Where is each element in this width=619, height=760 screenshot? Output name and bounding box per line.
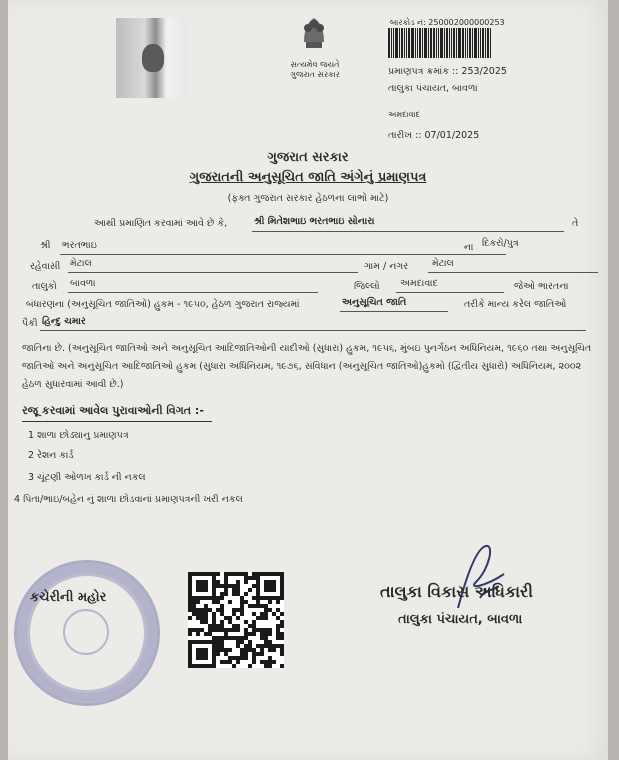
officer-title: તાલુકા વિકાસ અધિકારી [380, 582, 533, 601]
je-label: જેઓ ભારતના [514, 281, 569, 292]
evidence-item-3: 3 ચૂંટણી ઓળખ કાર્ડ ની નકલ [28, 472, 146, 483]
office-seal-stamp [14, 560, 160, 706]
certificate-number: પ્રમાણપત્ર ક્રમાંક :: 253/2025 [388, 66, 507, 77]
evidence-item-1: 1 શાળા છોડ્યાનુ પ્રમાણપત્ર [28, 430, 129, 441]
relation: દિકરો/પુત્ર [482, 238, 519, 249]
barcode [388, 28, 512, 58]
district-label: જિલ્લો [354, 281, 380, 292]
recognized-text: તરીકે માન્ય કરેલ જાતિઓ [464, 299, 567, 310]
shri-label: શ્રી [40, 240, 51, 251]
officer-signature [446, 538, 516, 618]
suffix-te: તે [572, 218, 579, 229]
certificate-page [8, 0, 608, 760]
taluka-label: તાલુકો [32, 281, 57, 292]
issue-place: અમદાવાદ [388, 110, 420, 119]
caste-value: હિન્દુ ચમાર [42, 316, 86, 327]
emblem-caption-govt: ગુજરાત સરકાર [290, 70, 340, 79]
father-name: ભરતભાઇ [62, 240, 97, 251]
caste-prefix: પૈકી [22, 318, 38, 329]
village-value: મેટાલ [432, 258, 454, 269]
legal-paragraph: જાતિના છે. (અનુસૂચિત જાતિઓ અને અનુસૂચિત આદિજાતિઓની યાદીઓ (સુધારા) હુકમ, ૧૯૫૬, મુંબઇ પુનર્ગઠન અધિનિયમ, ૧૯૬૦ તથા અનુસૂચિત જાતિઓ અને અનુસૂચિત આદિજાતિઓ હુકમ (સુધારા અધિનિયમ, ૧૯૭૬, સંવિધાન (અનુસૂચિત જાતિઓ)હુકમો (દ્વિતીય સુધારો) અધિનિયમ, ૨૦૦૨ હેઠળ સુધારવામાં આવી છે.) [22, 343, 592, 390]
certificate-title: ગુજરાતની અનુસૂચિત જાતિ અંગેનું પ્રમાણપત્ર [189, 170, 427, 185]
evidence-heading: રજૂ કરવામાં આવેલ પુરાવાઓની વિગત :- [22, 404, 204, 417]
issuer-office: તાલુકા પંચાયત, બાવળા [388, 83, 478, 94]
officer-office: તાલુકા પંચાયત, બાવળા [398, 612, 523, 627]
resident-label: રહેવાસી [30, 261, 61, 272]
qr-code [188, 572, 284, 668]
district-value: અમદાવાદ [400, 278, 438, 289]
evidence-item-2: 2 રેશન કાર્ડ [28, 450, 74, 461]
applicant-name: શ્રી મિતેશભાઇ ભરતભાઇ સોનારા [254, 216, 375, 227]
na-label: ના [464, 242, 474, 253]
certificate-subtitle: (ફક્ત ગુજરાત સરકાર હેઠળના લાભો માટે) [227, 193, 389, 204]
caste-category: અનુસૂચિત જાતિ [342, 297, 407, 308]
evidence-item-4: 4 પિતા/ભાઇ/બહેન નું શાળા છોડવાનાં પ્રમાણપત્રની ખરી નકલ [14, 494, 243, 505]
issue-date: તારીખ :: 07/01/2025 [388, 130, 480, 141]
emblem-caption: સત્યમેવ જયતે [290, 60, 340, 69]
govt-heading: ગુજરાત સરકાર [267, 150, 349, 165]
village-label: ગામ / નગર [364, 261, 409, 272]
barcode-number: બારકોડ નં: 250002000000253 [390, 18, 505, 27]
national-emblem-icon [292, 12, 336, 58]
certify-prefix: આથી પ્રમાણિત કરવામાં આવે છે કે, [94, 218, 228, 229]
office-seal-label: કચેરીની મહોર [30, 590, 107, 605]
order-text: બંધારણના (અનુસૂચિત જાતિઓ) હુકમ - ૧૯૫૦, હેઠળ ગુજરાત રાજ્યમાં [26, 299, 300, 310]
taluka-value: બાવળા [70, 278, 96, 289]
applicant-photo [116, 18, 188, 98]
resident-value: મેટાલ [70, 258, 92, 269]
